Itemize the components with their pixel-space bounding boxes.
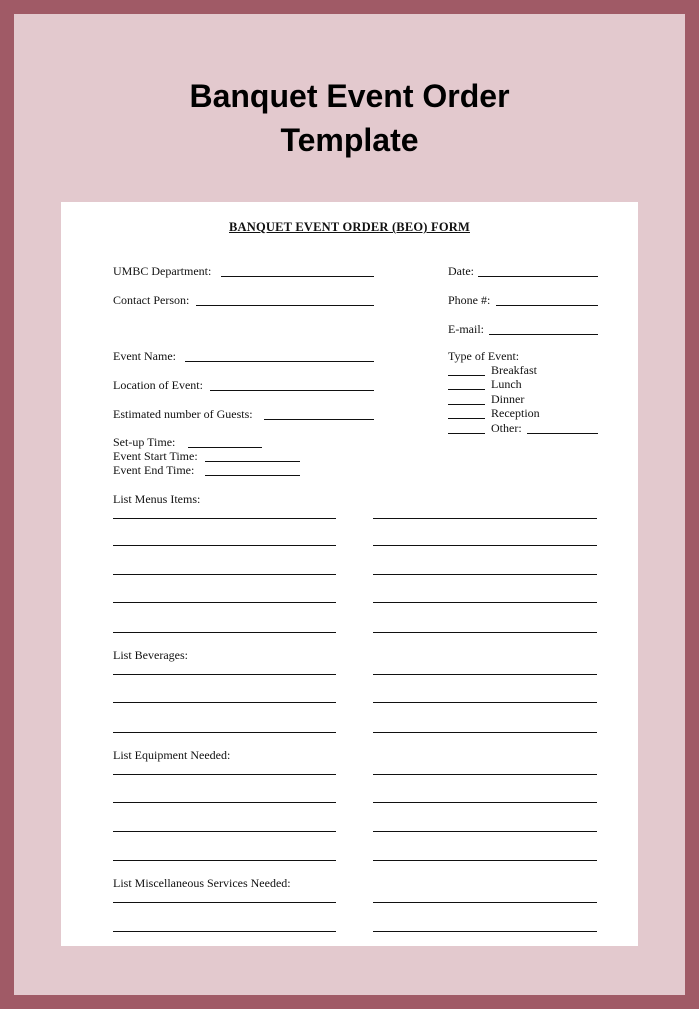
beverage-line[interactable]: [113, 674, 336, 675]
event-type-label: Type of Event:: [448, 349, 520, 363]
reception-checkbox-line[interactable]: [448, 418, 485, 419]
equipment-line[interactable]: [373, 802, 597, 803]
beverage-line[interactable]: [113, 732, 336, 733]
equipment-label: List Equipment Needed:: [113, 748, 231, 762]
equipment-line[interactable]: [373, 831, 597, 832]
contact-person-label: Contact Person:: [113, 293, 190, 307]
lunch-option: Lunch: [491, 377, 522, 391]
beo-form-document: [61, 202, 638, 946]
beverage-line[interactable]: [373, 674, 597, 675]
misc-line[interactable]: [373, 902, 597, 903]
other-option: Other:: [491, 421, 522, 435]
guests-label: Estimated number of Guests:: [113, 407, 253, 421]
misc-line[interactable]: [373, 931, 597, 932]
menu-line[interactable]: [373, 545, 597, 546]
equipment-line[interactable]: [113, 802, 336, 803]
email-field[interactable]: [489, 334, 598, 335]
menu-line[interactable]: [113, 545, 336, 546]
page-title-line-1: Banquet Event Order: [189, 78, 510, 114]
menu-line[interactable]: [373, 632, 597, 633]
misc-line[interactable]: [113, 902, 336, 903]
menu-line[interactable]: [373, 518, 597, 519]
beverage-line[interactable]: [373, 702, 597, 703]
department-field[interactable]: [221, 276, 374, 277]
misc-services-label: List Miscellaneous Services Needed:: [113, 876, 291, 890]
contact-person-field[interactable]: [196, 305, 374, 306]
reception-option: Reception: [491, 406, 540, 420]
beverages-label: List Beverages:: [113, 648, 188, 662]
form-title: BANQUET EVENT ORDER (BEO) FORM: [229, 220, 470, 234]
end-time-label: Event End Time:: [113, 463, 195, 477]
date-field[interactable]: [478, 276, 598, 277]
dinner-checkbox-line[interactable]: [448, 404, 485, 405]
equipment-line[interactable]: [113, 774, 336, 775]
equipment-line[interactable]: [373, 774, 597, 775]
menu-line[interactable]: [373, 574, 597, 575]
page-title-line-2: Template: [280, 122, 419, 158]
end-time-field[interactable]: [205, 475, 300, 476]
other-field[interactable]: [527, 433, 598, 434]
menu-line[interactable]: [113, 632, 336, 633]
breakfast-option: Breakfast: [491, 363, 537, 377]
misc-line[interactable]: [113, 931, 336, 932]
department-label: UMBC Department:: [113, 264, 212, 278]
guests-field[interactable]: [264, 419, 374, 420]
event-name-label: Event Name:: [113, 349, 176, 363]
menu-line[interactable]: [113, 574, 336, 575]
beverage-line[interactable]: [373, 732, 597, 733]
menu-line[interactable]: [113, 518, 336, 519]
breakfast-checkbox-line[interactable]: [448, 375, 485, 376]
menu-line[interactable]: [373, 602, 597, 603]
event-name-field[interactable]: [185, 361, 374, 362]
date-label: Date:: [448, 264, 474, 278]
email-label: E-mail:: [448, 322, 484, 336]
dinner-option: Dinner: [491, 392, 525, 406]
menu-items-label: List Menus Items:: [113, 492, 201, 506]
start-time-field[interactable]: [205, 461, 300, 462]
beverage-line[interactable]: [113, 702, 336, 703]
setup-time-label: Set-up Time:: [113, 435, 176, 449]
equipment-line[interactable]: [113, 831, 336, 832]
lunch-checkbox-line[interactable]: [448, 389, 485, 390]
menu-line[interactable]: [113, 602, 336, 603]
phone-label: Phone #:: [448, 293, 491, 307]
phone-field[interactable]: [496, 305, 598, 306]
page-title: [14, 74, 685, 162]
setup-time-field[interactable]: [188, 447, 262, 448]
location-field[interactable]: [210, 390, 374, 391]
other-checkbox-line[interactable]: [448, 433, 485, 434]
equipment-line[interactable]: [113, 860, 336, 861]
start-time-label: Event Start Time:: [113, 449, 198, 463]
equipment-line[interactable]: [373, 860, 597, 861]
location-label: Location of Event:: [113, 378, 203, 392]
